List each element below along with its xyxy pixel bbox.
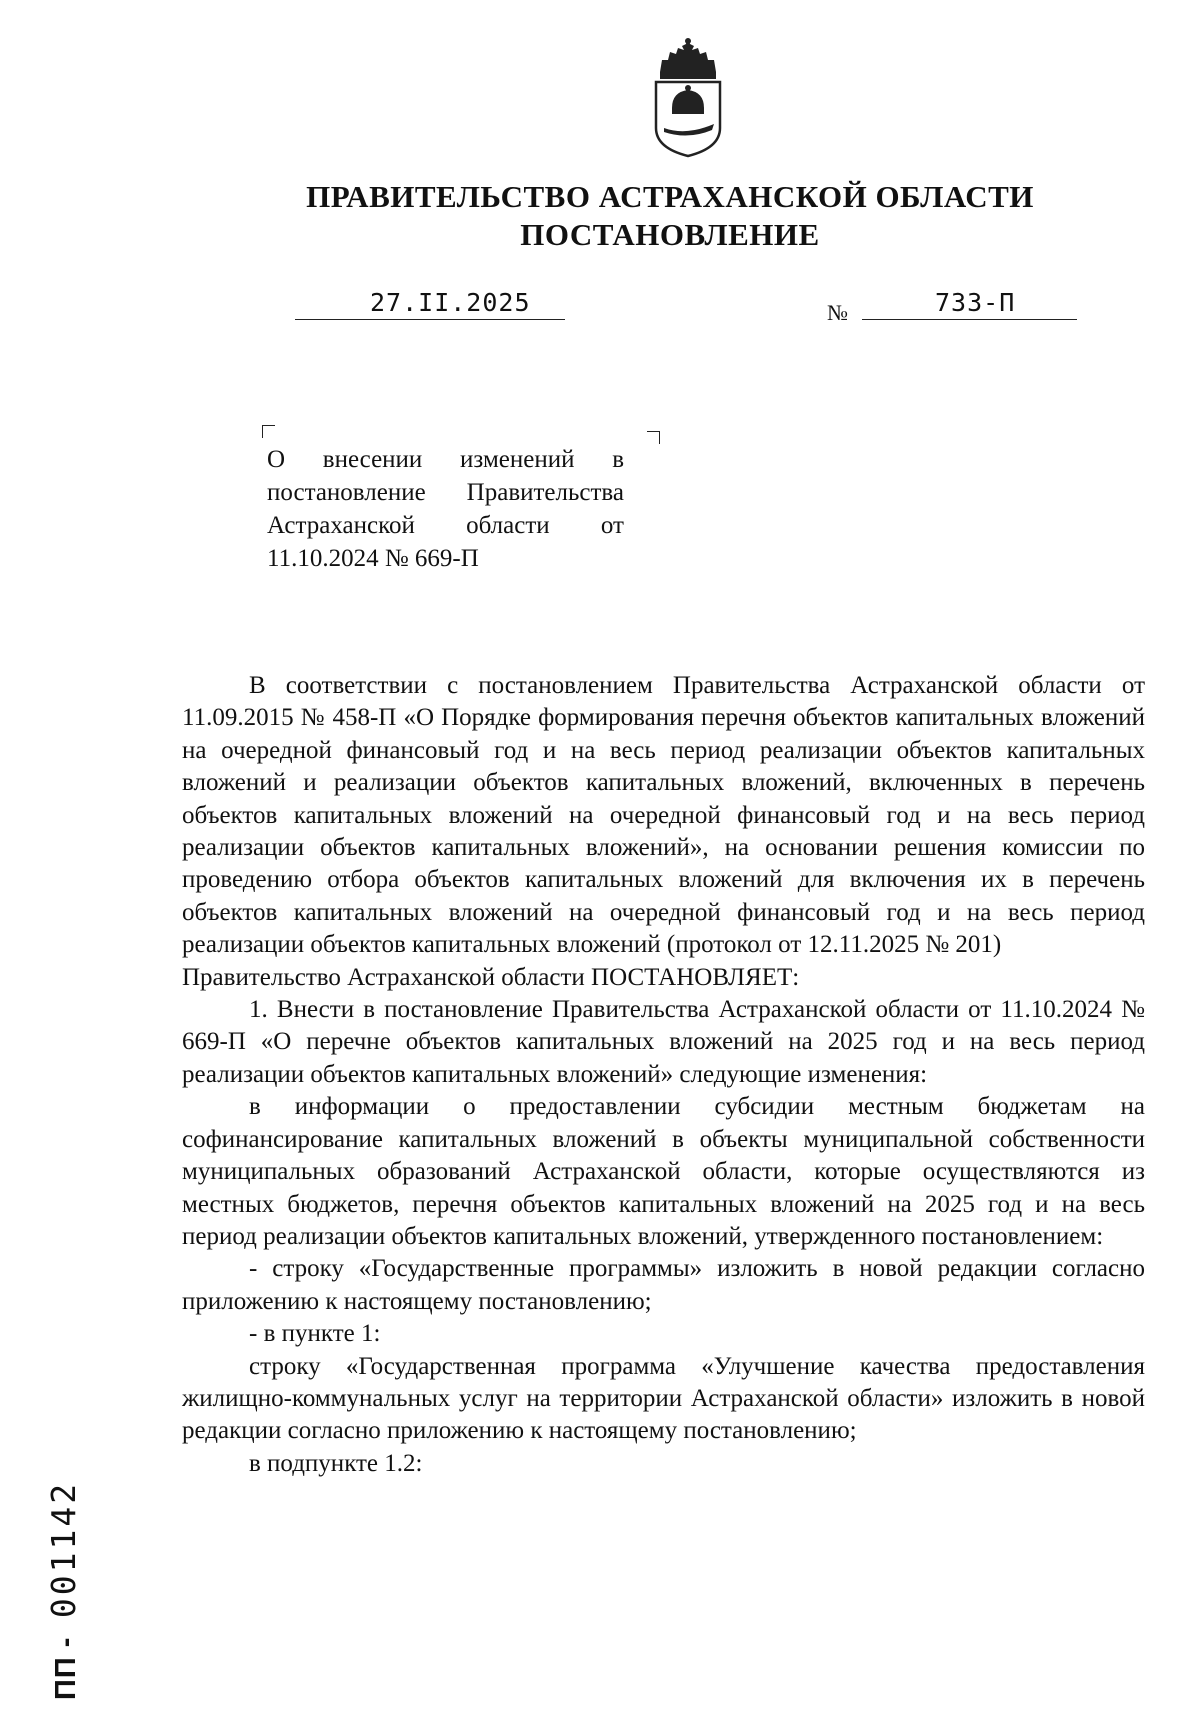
subject-corner-right [647, 431, 660, 444]
info-paragraph: в информации о предоставлении субсидии местным бюджетам на софинансирование капитальных вложений в объекты муниципальной собственности муниципальных образований Астраханской области, которые осуществляются из местных бюджетов, перечня объектов капитальных вложений на 2025 год и на весь период реализации объектов капитальных вложений, утвержденного постановлением: [182, 1093, 1145, 1250]
document-date: 27.II.2025 [370, 288, 531, 317]
dash-item-1: - строку «Государственные программы» изложить в новой редакции согласно приложению к настоящему постановлению; [182, 1255, 1145, 1315]
side-stamp-prefix: ПП - [50, 1636, 82, 1700]
coat-of-arms-emblem [648, 36, 728, 158]
dash-item-2: - в пункте 1: [249, 1320, 381, 1348]
document-header [0, 178, 1200, 254]
organization-title: ПРАВИТЕЛЬСТВО АСТРАХАНСКОЙ ОБЛАСТИ [306, 179, 1034, 214]
document-subject: О внесении изменений в постановление Правительства Астраханской области от 11.10.2024 № 669-П [267, 446, 624, 572]
side-stamp-number: 001142 [44, 1480, 83, 1619]
subitem-paragraph: в подпункте 1.2: [249, 1449, 423, 1477]
resolves-paragraph: Правительство Астраханской области ПОСТАНОВЛЯЕТ: [182, 963, 800, 991]
document-body [182, 670, 1145, 1480]
subject-corner-left [262, 425, 275, 438]
item-1-paragraph: 1. Внести в постановление Правительства Астраханской области от 11.10.2024 № 669-П «О перечне объектов капитальных вложений на 2025 год и на весь период реализации объектов капитальных вложений» следующие изменения: [182, 996, 1145, 1088]
program-line-paragraph: строку «Государственная программа «Улучшение качества предоставления жилищно-коммунальных услуг на территории Астраханской области» изложить в новой редакции согласно приложению к настоящему постановлению; [182, 1352, 1145, 1445]
document-type-title: ПОСТАНОВЛЕНИЕ [520, 217, 820, 252]
number-sign: № [827, 300, 848, 325]
side-registration-stamp [44, 1481, 83, 1700]
document-number: 733-П [935, 288, 1016, 317]
preamble-paragraph: В соответствии с постановлением Правительства Астраханской области от 11.09.2015 № 458-П «О Порядке формирования перечня объектов капитальных вложений на очередной финансовый год и на весь период реализации объектов капитальных вложений и реализации объектов капитальных вложений, включенных в перечень объектов капитальных вложений на очередной финансовый год и на весь период реализации объектов капитальных вложений», на основании решения комиссии по проведению отбора объектов капитальных вложений для включения их в перечень объектов капитальных вложений на очередной финансовый год и на весь период реализации объектов капитальных вложений (протокол от 12.11.2025 № 201) [182, 672, 1145, 959]
